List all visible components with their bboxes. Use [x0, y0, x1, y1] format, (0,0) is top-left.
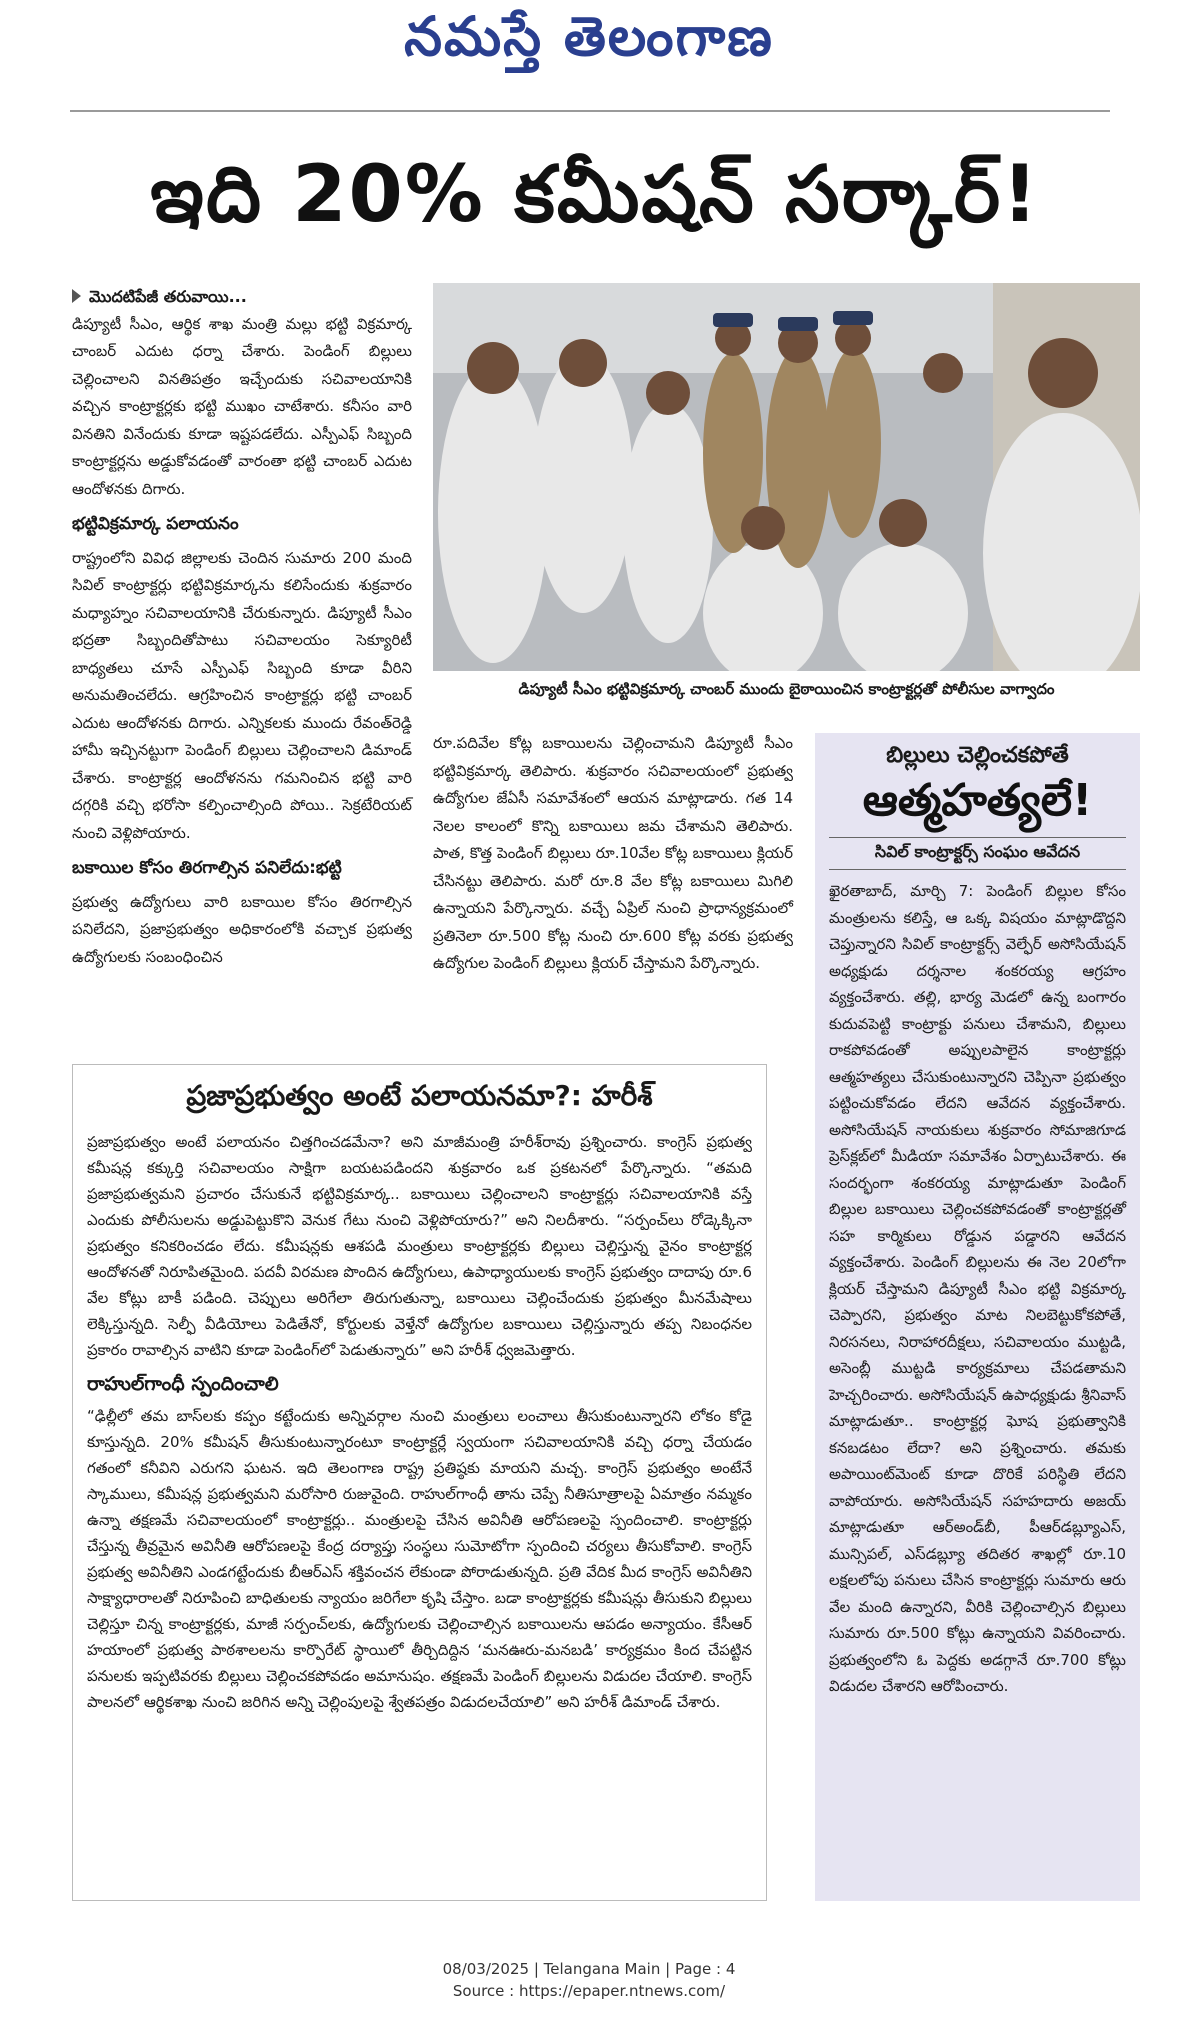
left-subhead-2: బకాయిల కోసం తిరగాల్సిన పనిలేదు:భట్టి: [72, 858, 342, 878]
box-subhead: రాహుల్‌గాంధీ స్పందించాలి: [87, 1373, 279, 1395]
left-subhead-1: భట్టివిక్రమార్క పలాయనం: [72, 514, 239, 534]
left-para-2: రాష్ట్రంలోని వివిధ జిల్లాలకు చెందిన సుమారు 200 మంది సివిల్ కాంట్రాక్టర్లు భట్టివిక్రమార్కను కలిసేందుకు శుక్రవారం మధ్యాహ్నం సచివాలయానికి చేరుకున్నారు. డిప్యూటీ సీఎం భద్రతా సిబ్బందితోపాటు సచివాలయం సెక్యూరిటీ బాధ్యతలు చూసే ఎస్పీఎఫ్ సిబ్బంది కూడా వీరిని అనుమతించలేదు. ఆగ్రహించిన కాంట్రాక్టర్లు భట్టి చాంబర్ ఎదుట ఆందోళనకు దిగారు. ఎన్నికలకు ముందు రేవంత్‌రెడ్డి హామీ ఇచ్చినట్టుగా పెండింగ్ బిల్లులు చెల్లించాలని డిమాండ్ చేశారు. కాంట్రాక్టర్ల ఆందోళనను గమనించిన భట్టి వారి దగ్గరికి వచ్చి భరోసా కల్పించాల్సింది పోయి.. సెక్రటేరియట్ నుంచి వెళ్లిపోయారు.: [72, 548, 412, 842]
middle-para: రూ.పదివేల కోట్ల బకాయిలను చెల్లించామని డిప్యూటీ సీఎం భట్టివిక్రమార్క తెలిపారు. శుక్రవారం సచివాలయంలో ప్రభుత్వ ఉద్యోగుల జేఏసీ సమావేశంలో ఆయన మాట్లాడారు. గత 14 నెలల కాలంలో కొన్ని బకాయిలు జమ చేశామని తెలిపారు. పాత, కొత్త పెండింగ్ బిల్లులు రూ.10వేల కోట్ల బకాయిలు క్లియర్ చేసినట్టు తెలిపారు. మరో రూ.8 వేల కోట్ల బకాయిలు మిగిలి ఉన్నాయని పేర్కొన్నారు. వచ్చే ఏప్రిల్ నుంచి ప్రాధాన్యక్రమంలో ప్రతినెలా రూ.500 కోట్ల నుంచి రూ.600 కోట్ల వరకు ప్రభుత్వ ఉద్యోగుల పెండింగ్ బిల్లులు క్లియర్ చేస్తామని పేర్కొన్నారు.: [433, 734, 793, 972]
left-para-3: ప్రభుత్వ ఉద్యోగులు వారి బకాయిల కోసం తిరగాల్సిన పనిలేదని, ప్రజాప్రభుత్వం అధికారంలోకి వచ్చాక ప్రభుత్వ ఉద్యోగులకు సంబంధించిన: [72, 892, 412, 966]
contractors-sidebar: [815, 733, 1140, 1901]
continued-label: [72, 283, 412, 311]
box-article-body: [87, 1129, 752, 1715]
harish-article-box: [72, 1064, 767, 1901]
photo-caption: డిప్యూటీ సీఎం భట్టివిక్రమార్క చాంబర్ ముందు బైఠాయించిన కాంట్రాక్టర్లతో పోలీసుల వాగ్వాదం: [518, 680, 1055, 698]
box-para-2: “ఢిల్లీలో తమ బాస్‌లకు కప్పం కట్టేందుకు అన్నివర్గాల నుంచి మంత్రులు లంచాలు తీసుకుంటున్నారని లోకం కోడై కూస్తున్నది. 20% కమీషన్ తీసుకుంటున్నారంటూ కాంట్రాక్టర్లే స్వయంగా సచివాలయానికి వచ్చి ధర్నా చేయడం గతంలో కనీవిని ఎరుగని ఘటన. ఇది తెలంగాణ రాష్ట్ర ప్రతిష్ఠకు మాయని మచ్చ. కాంగ్రెస్ ప్రభుత్వం అంటేనే స్కాములు, కమీషన్ల ప్రభుత్వమని మరోసారి రుజువైంది. రాహుల్‌గాంధీ తాను చెప్పే నీతిసూత్రాలపై ఏమాత్రం నమ్మకం ఉన్నా తక్షణమే సచివాలయంలో కాంట్రాక్టర్లు.. మంత్రులపై చేసిన అవినీతి ఆరోపణలపై స్పందించాలి. కాంట్రాక్టర్లు చేస్తున్న తీవ్రమైన అవినీతి ఆరోపణలపై కేంద్ర దర్యాప్తు సంస్థలు సుమోటోగా స్పందించి చర్యలు తీసుకోవాలి. కాంగ్రెస్ ప్రభుత్వ అవినీతిని ఎండగట్టేందుకు బీఆర్‌ఎస్ శక్తివంచన లేకుండా పోరాడుతున్నది. ప్రతి వేదిక మీద కాంగ్రెస్ అవినీతిని సాక్ష్యాధారాలతో నిరూపించి బాధితులకు న్యాయం జరిగేలా కృషి చేస్తాం. బడా కాంట్రాక్టర్లకు కమీషన్లు తీసుకుని బిల్లులు చెల్లిస్తూ చిన్న కాంట్రాక్టర్లకు, మాజీ సర్పంచ్‌లకు, ఉద్యోగులకు చెల్లించాల్సిన బకాయిలను ఆపడం అన్యాయం. కేసీఆర్ హయాంలో ప్రభుత్వ పాఠశాలలను కార్పొరేట్ స్థాయిలో తీర్చిదిద్దిన ‘మనఊరు-మనబడి’ కార్యక్రమం కింద చేపట్టిన పనులకు ఇప్పటివరకు బిల్లులు చెల్లించకపోవడం అమానుషం. తక్షణమే పెండింగ్ బిల్లులను విడుదల చేయాలి. కాంగ్రెస్ పాలనలో ఆర్థికశాఖ నుంచి జరిగిన అన్ని చెల్లింపులపై శ్వేతపత్రం విడుదలచేయాలి” అని హరీశ్ డిమాండ్ చేశారు.: [87, 1407, 752, 1711]
page-footer: [0, 1958, 1178, 2002]
main-headline: ఇది 20% కమీషన్ సర్కార్!: [150, 150, 1040, 240]
footer-date-line: 08/03/2025 | Telangana Main | Page : 4: [442, 1960, 736, 1978]
box-article-title: ప్రజాప్రభుత్వం అంటే పలాయనమా?: హరీశ్: [186, 1079, 653, 1112]
news-photo: [433, 283, 1140, 671]
continued-label-text: మొదటిపేజీ తరువాయి...: [89, 287, 247, 306]
footer-source-line: Source : https://epaper.ntnews.com/: [452, 1982, 726, 2000]
left-column: [72, 283, 412, 971]
masthead-logo: నమస్తే తెలంగాణ: [404, 4, 774, 68]
left-para-1: డిప్యూటీ సీఎం, ఆర్థిక శాఖ మంత్రి మల్లు భట్టి విక్రమార్క చాంబర్ ఎదుట ధర్నా చేశారు. పెండింగ్ బిల్లులు చెల్లించాలని వినతిపత్రం ఇచ్చేందుకు సచివాలయానికి వచ్చిన కాంట్రాక్టర్లకు భట్టి ముఖం చాటేశారు. కనీసం వారి వినతిని వినేందుకు కూడా ఇష్టపడలేదు. ఎస్పీఎఫ్ సిబ్బంది కాంట్రాక్టర్లను అడ్డుకోవడంతో వారంతా భట్టి చాంబర్ ఎదుట ఆందోళనకు దిగారు.: [72, 314, 412, 498]
news-photo-illustration: [433, 283, 1140, 671]
masthead-rule: [70, 110, 1110, 112]
sidebar-headline: ఆత్మహత్యలే!: [862, 775, 1093, 826]
sidebar-body: ఖైరతాబాద్, మార్చి 7: పెండింగ్ బిల్లుల కోసం మంత్రులను కలిస్తే, ఆ ఒక్క విషయం మాట్లాడొద్దని చెప్తున్నారని సివిల్ కాంట్రాక్టర్స్ వెల్ఫేర్ అసోసియేషన్ అధ్యక్షుడు దర్శనాల శంకరయ్య ఆగ్రహం వ్యక్తంచేశారు. తల్లి, భార్య మెడలో ఉన్న బంగారం కుదువపెట్టి కాంట్రాక్టు పనులు చేశామని, బిల్లులు రాకపోవడంతో అప్పులపాలైన కాంట్రాక్టర్లు ఆత్మహత్యలు చేసుకుంటున్నారని చెప్పినా ప్రభుత్వం పట్టించుకోవడం లేదని ఆవేదన వ్యక్తంచేశారు. అసోసియేషన్ నాయకులు శుక్రవారం సోమాజిగూడ ప్రెస్‌క్లబ్‌లో మీడియా సమావేశం ఏర్పాటుచేశారు. ఈ సందర్భంగా శంకరయ్య మాట్లాడుతూ పెండింగ్ బిల్లుల బకాయిలు చెల్లించకపోవడంతో కాంట్రాక్టర్లతో సహ కార్మికులు రోడ్డున పడ్డారని ఆవేదన వ్యక్తంచేశారు. పెండింగ్ బిల్లులను ఈ నెల 20లోగా క్లియర్ చేస్తామని డిప్యూటీ సీఎం భట్టి విక్రమార్క చెప్పారని, ప్రభుత్వం మాట నిలబెట్టుకోకపోతే, నిరసనలు, నిరాహారదీక్షలు, సచివాలయం ముట్టడి, అసెంబ్లీ ముట్టడి కార్యక్రమాలు చేపడతామని హెచ్చరించారు. అసోసియేషన్ ఉపాధ్యక్షుడు శ్రీనివాస్ మాట్లాడుతూ.. కాంట్రాక్టర్ల ఘోష ప్రభుత్వానికి కనబడటం లేదా? అని ప్రశ్నించారు. తమకు అపాయింట్‌మెంట్ కూడా దొరికే పరిస్థితి లేదని వాపోయారు. అసోసియేషన్ సహహదారు అజయ్ మాట్లాడుతూ ఆర్‌అండ్‌బీ, పీఆర్‌డబ్ల్యూఎస్, మున్సిపల్, ఎస్‌డబ్ల్యూ తదితర శాఖల్లో రూ.10 లక్షలలోపు పనులు చేసిన కాంట్రాక్టర్లు సుమారు ఆరు వేల మంది ఉన్నారని, వీరికి చెల్లించాల్సిన బిల్లులు సుమారు రూ.500 కోట్లు ఉన్నాయని వివరించారు. ప్రభుత్వంలోని ఓ పెద్దకు అడగ్గానే రూ.700 కోట్లు విడుదల చేశారని ఆరోపించారు.: [829, 882, 1126, 1695]
sidebar-subhead: సివిల్ కాంట్రాక్టర్స్ సంఘం ఆవేదన: [829, 837, 1126, 870]
triangle-arrow-icon: [72, 289, 81, 303]
box-para-1: ప్రజాప్రభుత్వం అంటే పలాయనం చిత్తగించడమేనా? అని మాజీమంత్రి హరీశ్‌రావు ప్రశ్నించారు. కాంగ్రెస్ ప్రభుత్వ కమీషన్ల కక్కుర్తి సచివాలయం సాక్షిగా బయటపడిందని శుక్రవారం ఒక ప్రకటనలో పేర్కొన్నారు. “తమది ప్రజాప్రభుత్వమని ప్రచారం చేసుకునే భట్టివిక్రమార్క.. బకాయిలు చెల్లించాలని కాంట్రాక్టర్లు సచివాలయానికి వస్తే ఎందుకు పోలీసులను అడ్డుపెట్టుకొని వెనుక గేటు నుంచి వెళ్లిపోయారు?” అని నిలదీశారు. “సర్పంచ్‌లు రోడ్కెక్కినా ప్రభుత్వం కనికరించడం లేదు. కమీషన్లకు ఆశపడి మంత్రులు కాంట్రాక్టర్లకు బిల్లులు చెల్లిస్తున్న వైనం కాంట్రాక్టర్ల ఆందోళనతో నిరూపితమైంది. పదవీ విరమణ పొందిన ఉద్యోగులు, ఉపాధ్యాయులకు కాంగ్రెస్ ప్రభుత్వం దాదాపు రూ.6 వేల కోట్లు బాకీ పడింది. చెప్పులు అరిగేలా తిరుగుతున్నా, బకాయిలు చెల్లించేందుకు ప్రభుత్వం మీనమేషాలు లెక్కిస్తున్నది. సెల్ఫీ వీడియోలు పెడితేనో, కోర్టులకు వెళ్తేనో ఉద్యోగుల బకాయిలు చెల్లిస్తున్నారు తప్ప నిబంధనల ప్రకారం రావాల్సిన వాటిని కూడా పెండింగ్‌లో పెడుతున్నారు” అని హరీశ్ ధ్వజమెత్తారు.: [87, 1133, 752, 1359]
middle-column: [433, 730, 793, 978]
sidebar-kicker: బిల్లులు చెల్లించకపోతే: [886, 743, 1069, 768]
